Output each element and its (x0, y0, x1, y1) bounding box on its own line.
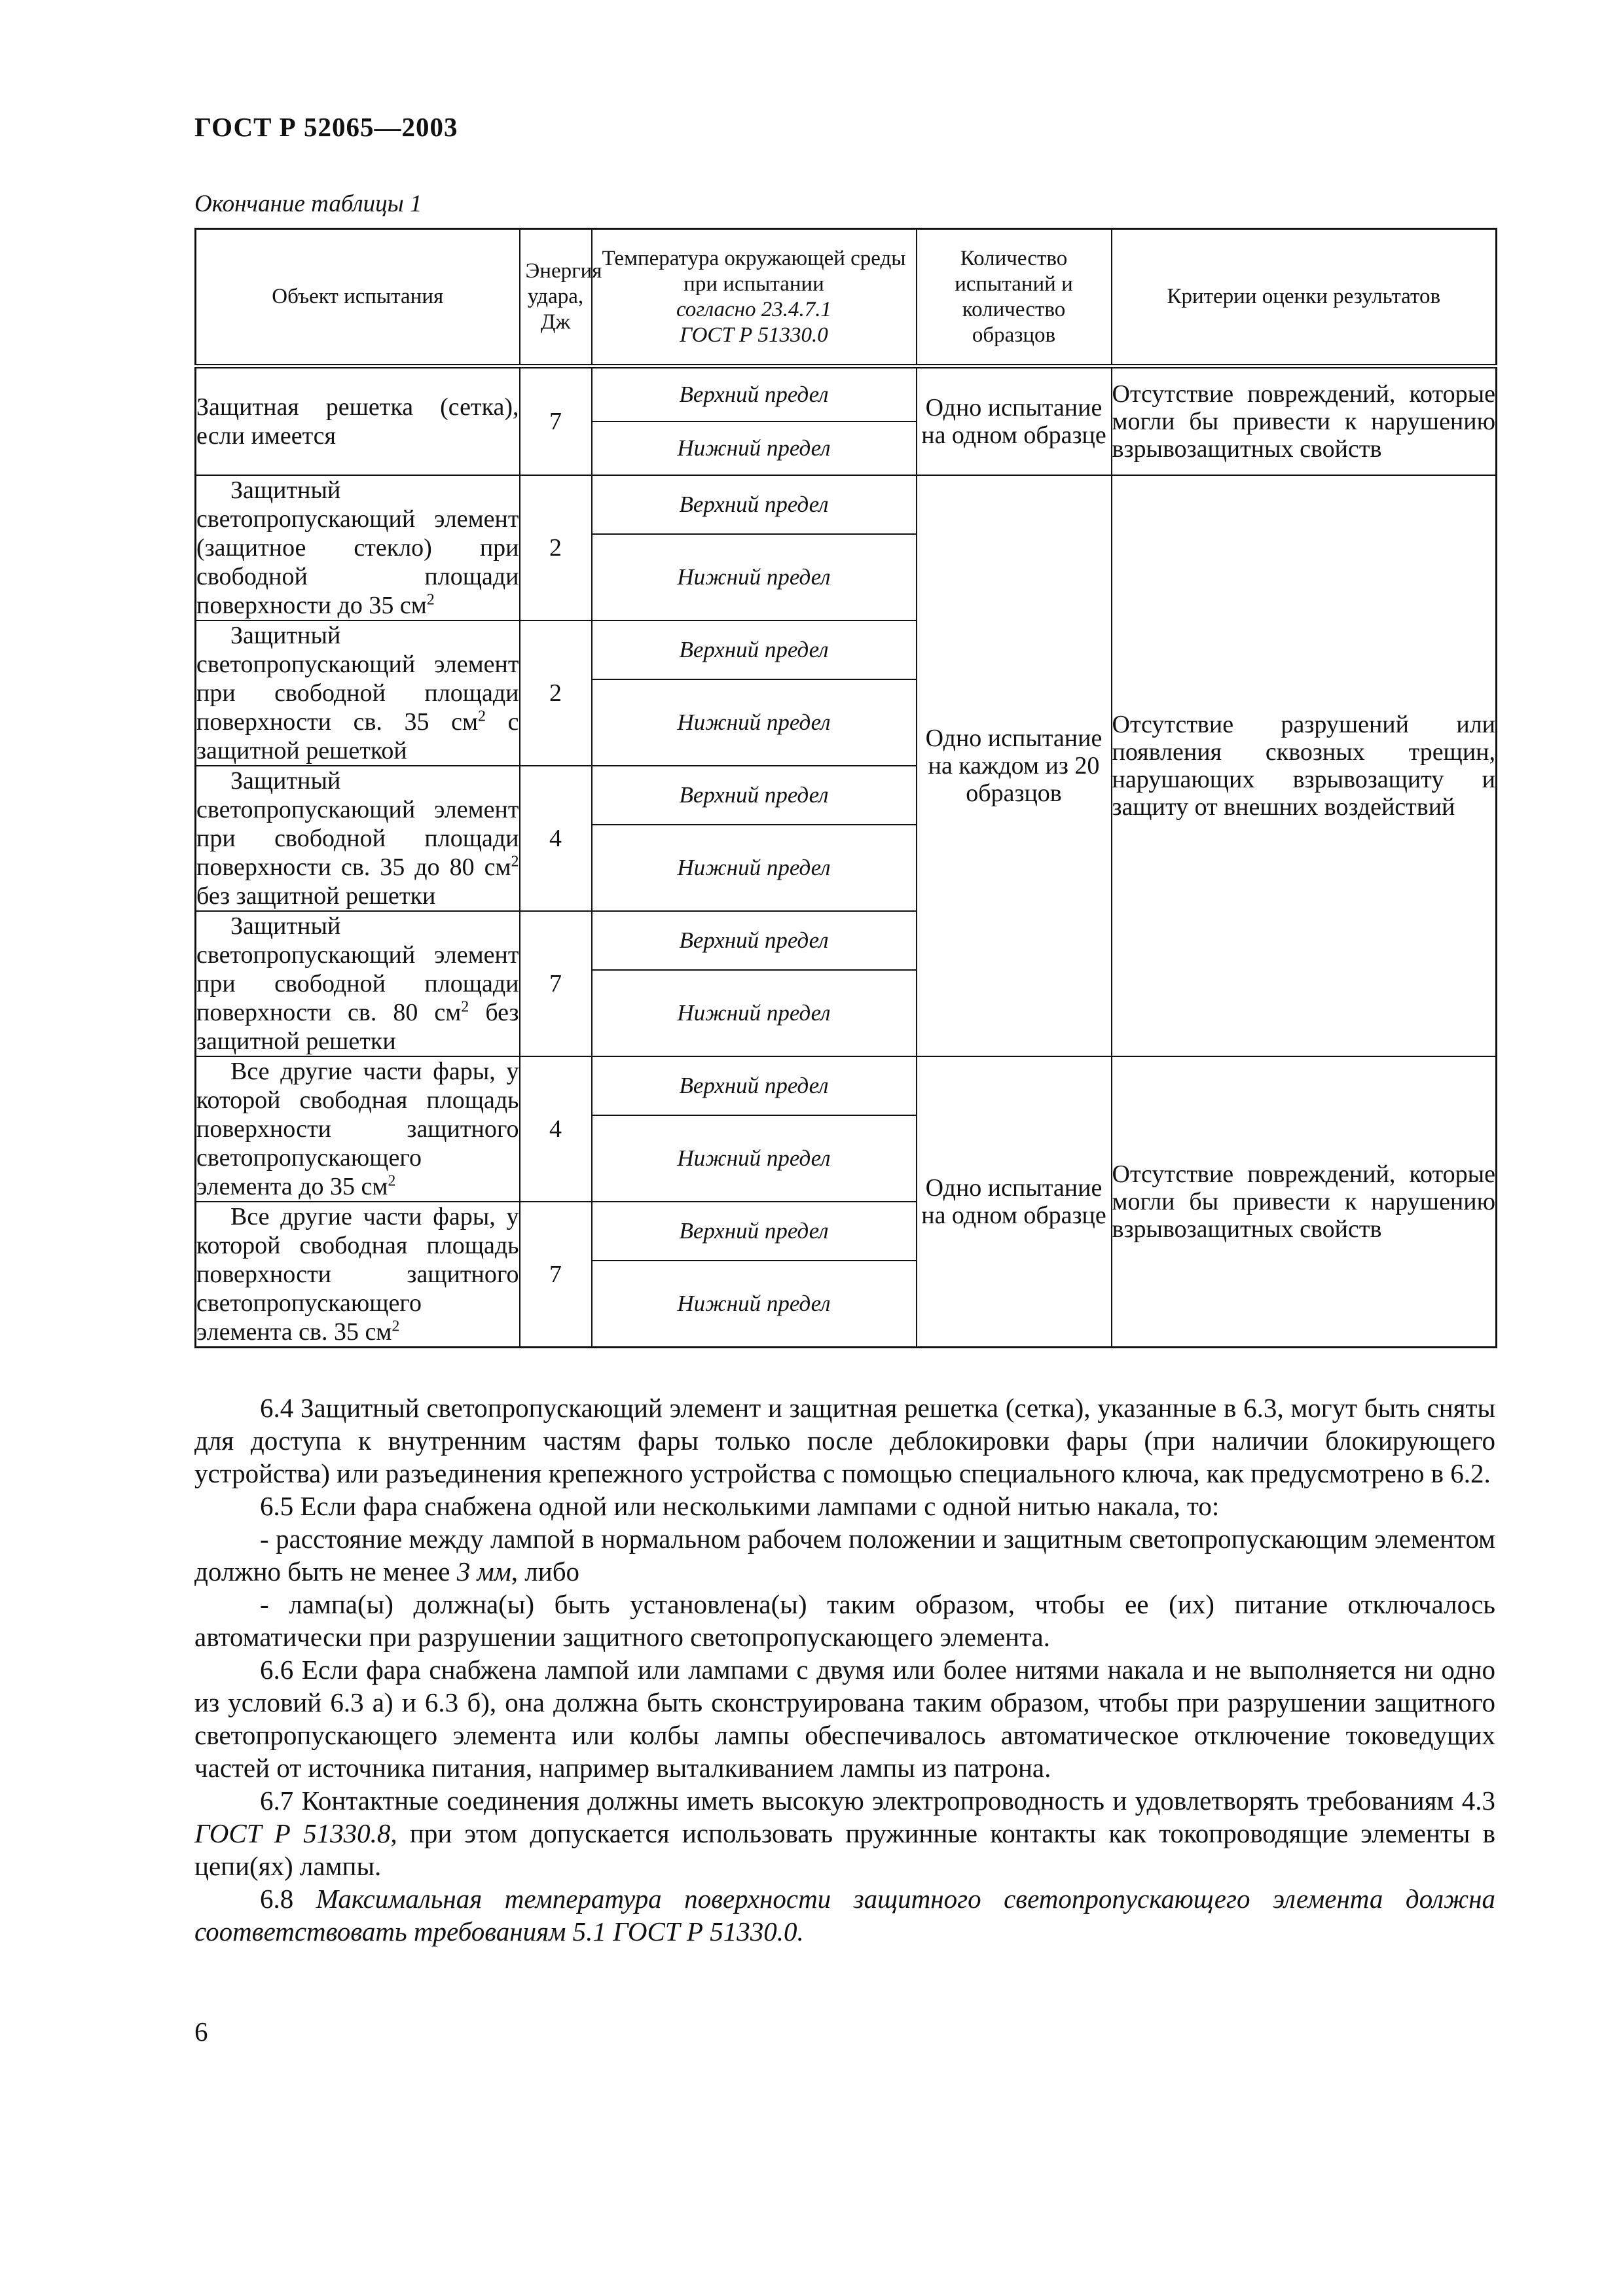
object-cell: Защитная решетка (сетка), если имеется (196, 367, 520, 476)
count-cell: Одно испытание на каждом из 20 образцов (917, 475, 1112, 1056)
italic-run: ГОСТ Р 51330.8 (194, 1818, 391, 1848)
object-cell (196, 911, 520, 1056)
paragraph-6-5-item-a (194, 1522, 1495, 1588)
superscript: 2 (388, 1172, 396, 1190)
count-cell: Одно испытание на одном образце (917, 1056, 1112, 1348)
energy-cell: 7 (520, 911, 592, 1056)
paragraph-6-5: 6.5 Если фара снабжена одной или несколькими лампами с одной нитью накала, то: (260, 1491, 1220, 1521)
lower-limit-cell: Нижний предел (592, 422, 917, 475)
paragraph-6-7 (194, 1784, 1495, 1882)
header-temperature-line3: ГОСТ Р 51330.0 (680, 323, 828, 347)
upper-limit-cell: Верхний предел (592, 475, 917, 534)
header-temperature-line2: согласно 23.4.7.1 (676, 297, 832, 321)
superscript: 2 (511, 853, 519, 870)
italic-run: Максимальная температура поверхности защитного светопропускающего элемента должна соответствовать требованиям 5.1 ГОСТ Р 51330.0. (194, 1884, 1496, 1946)
table-row (196, 475, 1497, 534)
object-cell (196, 1056, 520, 1202)
table-header-row (196, 229, 1497, 367)
object-text: Защитный светопропускающий элемент при свободной площади поверхности св. 80 см (196, 912, 519, 1026)
object-cell (196, 766, 520, 911)
header-count: Количество испытаний и количество образцов (917, 229, 1112, 367)
italic-run: 3 мм (456, 1556, 511, 1587)
superscript: 2 (461, 998, 469, 1016)
object-text: Все другие части фары, у которой свободная площадь поверхности защитного светопропускающего элемента св. 35 см (196, 1203, 519, 1346)
paragraph-6-5-item-b: - лампа(ы) должна(ы) быть установлена(ы) таким образом, чтобы ее (их) питание отключалось автоматически при разрушении защитного светопропускающего элемента. (194, 1589, 1495, 1652)
count-cell: Одно испытание на одном образце (917, 367, 1112, 476)
lower-limit-cell: Нижний предел (592, 1261, 917, 1347)
criteria-cell: Отсутствие повреждений, которые могли бы привести к нарушению взрывозащитных свойств (1112, 367, 1497, 476)
table-row (196, 367, 1497, 422)
header-object: Объект испытания (196, 229, 520, 367)
upper-limit-cell: Верхний предел (592, 911, 917, 970)
text-run: - расстояние между лампой в нормальном рабочем положении и защитным светопропускающим элементом должно быть не менее (194, 1524, 1495, 1587)
superscript: 2 (392, 1318, 400, 1335)
header-energy: Энергия удара, Дж (520, 229, 592, 367)
object-text: Защитный светопропускающий элемент при свободной площади поверхности св. 35 см (196, 622, 519, 736)
text-run: 6.7 Контактные соединения должны иметь высокую электропроводность и удовлетворять требованиям 4.3 (260, 1785, 1495, 1816)
lower-limit-cell: Нижний предел (592, 679, 917, 766)
energy-cell: 7 (520, 1202, 592, 1348)
superscript: 2 (426, 591, 435, 609)
text-run: 6.8 (260, 1884, 316, 1914)
energy-cell: 7 (520, 367, 592, 476)
table-caption: Окончание таблицы 1 (194, 190, 422, 217)
upper-limit-cell: Верхний предел (592, 1056, 917, 1115)
energy-cell: 4 (520, 1056, 592, 1202)
upper-limit-cell: Верхний предел (592, 620, 917, 679)
body-text (194, 1391, 1495, 1948)
lower-limit-cell: Нижний предел (592, 534, 917, 620)
superscript: 2 (478, 708, 486, 725)
object-text: Все другие части фары, у которой свободная площадь поверхности защитного светопропускающего элемента до 35 см (196, 1058, 519, 1200)
lower-limit-cell: Нижний предел (592, 825, 917, 911)
criteria-cell: Отсутствие повреждений, которые могли бы привести к нарушению взрывозащитных свойств (1112, 1056, 1497, 1348)
paragraph-6-8 (194, 1882, 1495, 1948)
text-run: , либо (511, 1556, 580, 1587)
document-header: ГОСТ Р 52065—2003 (194, 112, 458, 142)
upper-limit-cell: Верхний предел (592, 367, 917, 422)
table-row (196, 1056, 1497, 1115)
paragraph-6-6: 6.6 Если фара снабжена лампой или лампами с двумя или более нитями накала и не выполняется ни одно из условий 6.3 а) и 6.3 б), она должна быть сконструирована таким образом, чтобы при разрушении защитного светопропускающего элемента или колбы лампы обеспечивалось автоматическое отключение токоведущих частей от источника питания, например выталкиванием лампы из патрона. (194, 1655, 1495, 1783)
energy-cell: 2 (520, 620, 592, 766)
object-text-end: без защитной решетки (196, 882, 436, 910)
upper-limit-cell: Верхний предел (592, 1202, 917, 1261)
test-table (194, 228, 1497, 1348)
object-cell (196, 475, 520, 620)
criteria-cell: Отсутствие разрушений или появления сквозных трещин, нарушающих взрывозащиту и защиту от внешних воздействий (1112, 475, 1497, 1056)
object-text-end: без защитной решетки (196, 999, 519, 1055)
header-criteria: Критерии оценки результатов (1112, 229, 1497, 367)
upper-limit-cell: Верхний предел (592, 766, 917, 825)
object-cell (196, 1202, 520, 1348)
lower-limit-cell: Нижний предел (592, 1115, 917, 1202)
header-temperature-line1: Температура окружающей среды при испытании (602, 246, 906, 296)
text-run: , при этом допускается использовать пружинные контакты как токопроводящие элементы в цепи(ях) лампы. (194, 1818, 1495, 1881)
object-text-end: с защитной решеткой (196, 708, 519, 764)
lower-limit-cell: Нижний предел (592, 970, 917, 1056)
object-cell (196, 620, 520, 766)
page-number: 6 (194, 2017, 208, 2047)
paragraph-6-4: 6.4 Защитный светопропускающий элемент и защитная решетка (сетка), указанные в 6.3, могут быть сняты для доступа к внутренним частям фары только после деблокировки фары (при наличии блокирующего устройства) или разъединения крепежного устройства с помощью специального ключа, как предусмотрено в 6.2. (194, 1393, 1495, 1488)
object-text: Защитный светопропускающий элемент (защитное стекло) при свободной площади поверхности до 35 см (196, 476, 519, 619)
header-temperature (592, 229, 917, 367)
object-text: Защитный светопропускающий элемент при свободной площади поверхности св. 35 до 80 см (196, 767, 519, 881)
energy-cell: 2 (520, 475, 592, 620)
energy-cell: 4 (520, 766, 592, 911)
